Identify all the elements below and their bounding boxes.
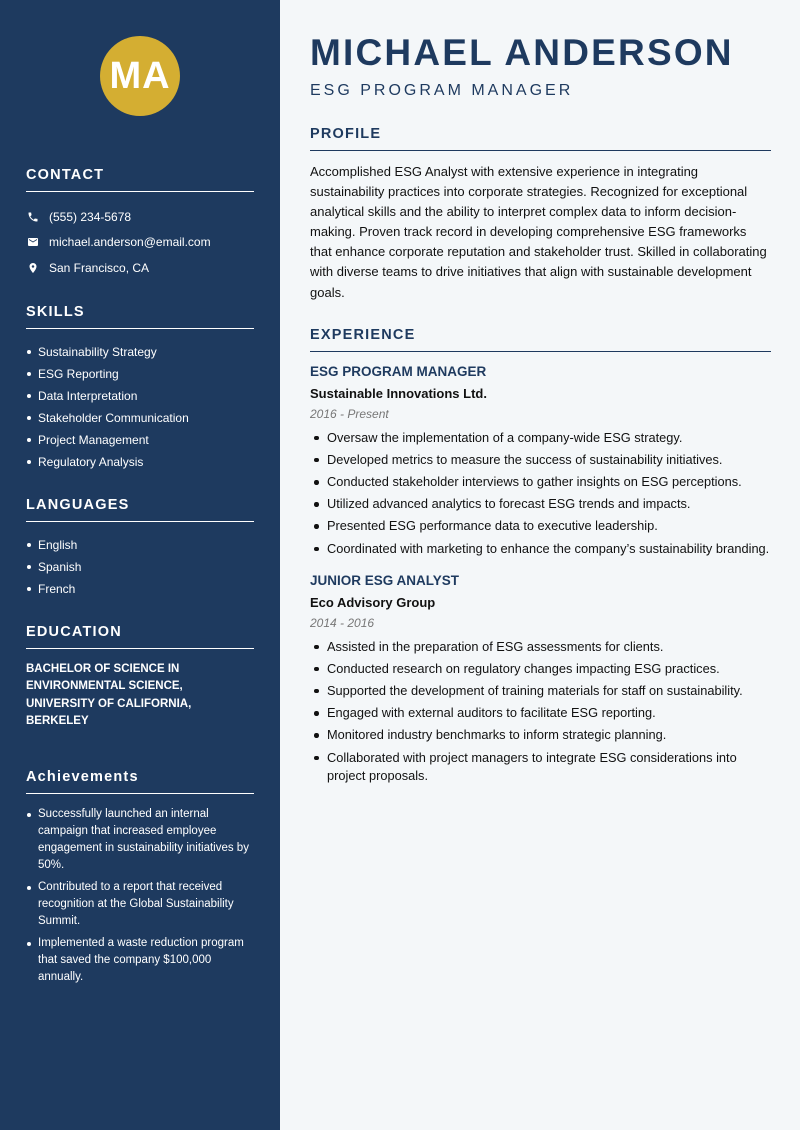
languages-section	[26, 497, 254, 600]
contact-phone	[26, 204, 254, 230]
job-bullet: Conducted research on regulatory changes impacting ESG practices.	[310, 660, 771, 678]
achievement-item: Successfully launched an internal campaign that increased employee engagement in sustainability initiatives by 50%.	[26, 806, 254, 874]
location-pin-icon	[26, 261, 40, 275]
candidate-role: ESG PROGRAM MANAGER	[310, 82, 574, 99]
education-title: EDUCATION	[26, 624, 254, 649]
job-bullet: Engaged with external auditors to facilitate ESG reporting.	[310, 704, 771, 722]
skill-item: Regulatory Analysis	[26, 451, 254, 473]
language-item: English	[26, 534, 254, 556]
skills-section	[26, 304, 254, 473]
job-bullets	[310, 429, 771, 558]
job-company: Eco Advisory Group	[310, 594, 436, 610]
skill-item: ESG Reporting	[26, 363, 254, 385]
phone-text[interactable]: (555) 234-5678	[49, 209, 132, 224]
language-item: Spanish	[26, 556, 254, 578]
achievements-title: Achievements	[26, 769, 254, 794]
job-dates: 2014 - 2016	[310, 615, 375, 630]
achievements-section	[26, 769, 254, 986]
job-bullet: Developed metrics to measure the success of sustainability initiatives.	[310, 451, 771, 469]
job-bullet: Oversaw the implementation of a company-wide ESG strategy.	[310, 429, 771, 447]
job-bullet: Utilized advanced analytics to forecast ESG trends and impacts.	[310, 495, 771, 513]
contact-location	[26, 255, 254, 281]
job-entry	[310, 364, 771, 558]
job-bullet: Assisted in the preparation of ESG assessments for clients.	[310, 638, 771, 656]
candidate-name: MICHAEL ANDERSON	[310, 32, 734, 73]
contact-title: CONTACT	[26, 167, 254, 192]
job-title: ESG PROGRAM MANAGER	[310, 363, 487, 379]
education-section	[26, 624, 254, 731]
profile-section	[310, 126, 771, 303]
languages-title: LANGUAGES	[26, 497, 254, 522]
profile-text: Accomplished ESG Analyst with extensive experience in integrating sustainability practices into corporate strategies. Recognized for exceptional analytical skills and the ability to interpret complex data to inform decision-making. Proven track record in developing comprehensive ESG frameworks that enhance corporate reputation and stakeholder trust. Skilled in collaborating with diverse teams to drive initiatives that align with sustainable development goals.	[310, 164, 767, 300]
job-entry	[310, 573, 771, 785]
location-text: San Francisco, CA	[49, 260, 150, 275]
profile-title: PROFILE	[310, 126, 771, 151]
job-bullet: Conducted stakeholder interviews to gather insights on ESG perceptions.	[310, 473, 771, 491]
experience-section	[310, 327, 771, 785]
job-dates: 2016 - Present	[310, 406, 389, 421]
sidebar	[0, 0, 280, 1130]
avatar: MA	[100, 36, 180, 116]
achievement-item: Contributed to a report that received recognition at the Global Sustainability Summit.	[26, 879, 254, 930]
skills-title: SKILLS	[26, 304, 254, 329]
achievements-list	[26, 806, 254, 986]
skill-item: Data Interpretation	[26, 385, 254, 407]
experience-title: EXPERIENCE	[310, 327, 771, 352]
skill-item: Project Management	[26, 429, 254, 451]
skills-list	[26, 341, 254, 473]
mail-icon	[26, 235, 40, 249]
main-content	[310, 32, 771, 789]
contact-section	[26, 167, 254, 281]
contact-email	[26, 230, 254, 256]
languages-list	[26, 534, 254, 600]
job-bullet: Supported the development of training materials for staff on sustainability.	[310, 682, 771, 700]
job-company: Sustainable Innovations Ltd.	[310, 385, 487, 401]
achievement-item: Implemented a waste reduction program that saved the company $100,000 annually.	[26, 935, 254, 986]
job-title: JUNIOR ESG ANALYST	[310, 572, 460, 588]
phone-icon	[26, 210, 40, 224]
job-bullet: Monitored industry benchmarks to inform strategic planning.	[310, 726, 771, 744]
education-degree: BACHELOR OF SCIENCE IN ENVIRONMENTAL SCIENCE, UNIVERSITY OF CALIFORNIA, BERKELEY	[26, 662, 192, 727]
job-bullet: Coordinated with marketing to enhance the company’s sustainability branding.	[310, 540, 771, 558]
skill-item: Sustainability Strategy	[26, 341, 254, 363]
job-bullet: Collaborated with project managers to integrate ESG considerations into project proposals.	[310, 749, 771, 785]
email-text[interactable]: michael.anderson@email.com	[49, 235, 211, 250]
job-bullets	[310, 638, 771, 785]
language-item: French	[26, 578, 254, 600]
skill-item: Stakeholder Communication	[26, 407, 254, 429]
job-bullet: Presented ESG performance data to executive leadership.	[310, 517, 771, 535]
